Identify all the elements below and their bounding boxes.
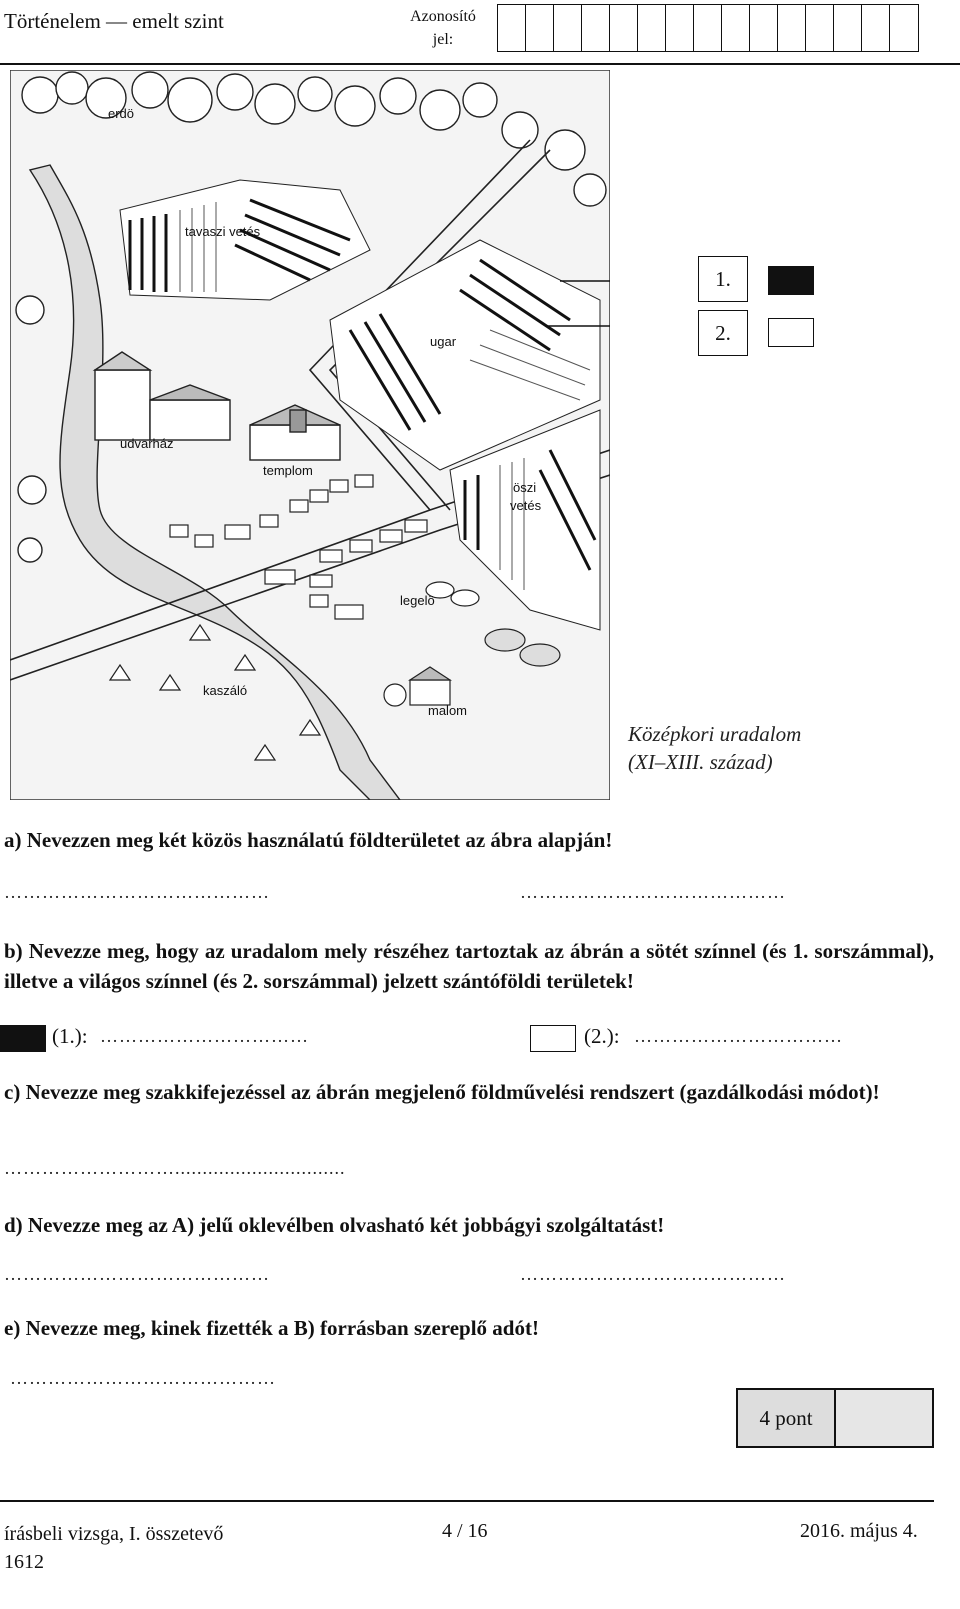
score-label: 4 pont bbox=[738, 1390, 836, 1446]
figure-caption bbox=[628, 720, 801, 776]
id-box[interactable] bbox=[834, 5, 862, 51]
caption-line-2: (XI–XIII. század) bbox=[628, 750, 773, 774]
answer-field-b2[interactable]: …………………………… bbox=[634, 1026, 843, 1046]
label-spring-sowing: tavaszi vetés bbox=[185, 224, 261, 239]
answer-field-d1[interactable]: …………………………………… bbox=[4, 1264, 270, 1284]
question-e: e) Nevezze meg, kinek fizették a B) forrásban szereplő adót! bbox=[4, 1316, 539, 1340]
label-manor-house: udvarház bbox=[120, 436, 174, 451]
question-b: b) Nevezze meg, hogy az uradalom mely részéhez tartoztak az ábrán a sötét színnel (és 1. sorszámmal), illetve a világos színnel (és 2. sorszámmal) jelzett szántóföldi területek! bbox=[4, 939, 934, 993]
id-box[interactable] bbox=[806, 5, 834, 51]
id-box[interactable] bbox=[498, 5, 526, 51]
answer-field-c[interactable]: ………………………............................... bbox=[4, 1158, 346, 1178]
answer-field-b1[interactable]: …………………………… bbox=[100, 1026, 309, 1046]
id-box[interactable] bbox=[582, 5, 610, 51]
id-box[interactable] bbox=[554, 5, 582, 51]
answer-label-1: (1.): bbox=[52, 1024, 88, 1048]
footer-rule bbox=[0, 1500, 934, 1502]
exam-title: Történelem — emelt szint bbox=[4, 9, 224, 33]
label-mill: malom bbox=[428, 703, 468, 718]
label-autumn: öszi bbox=[513, 480, 537, 495]
question-d: d) Nevezze meg az A) jelű oklevélben olvasható két jobbágyi szolgáltatást! bbox=[4, 1213, 665, 1237]
legend-number-1: 1. bbox=[698, 256, 748, 302]
label-pasture: legelö bbox=[400, 593, 435, 608]
label-sowing: vetés bbox=[510, 498, 542, 513]
score-box bbox=[736, 1388, 934, 1448]
id-box[interactable] bbox=[750, 5, 778, 51]
label-hay-meadow: kaszáló bbox=[203, 683, 248, 698]
id-box[interactable] bbox=[666, 5, 694, 51]
header-rule bbox=[0, 63, 960, 65]
label-fallow: ugar bbox=[430, 334, 457, 349]
manor-map-illustration bbox=[10, 70, 610, 800]
id-label: Azonosító jel: bbox=[410, 8, 476, 48]
page-number: 4 / 16 bbox=[442, 1520, 488, 1542]
id-box[interactable] bbox=[890, 5, 918, 51]
footer-exam-code: 1612 bbox=[4, 1551, 44, 1573]
answer-label-2: (2.): bbox=[584, 1024, 620, 1048]
id-box[interactable] bbox=[610, 5, 638, 51]
id-boxes[interactable] bbox=[497, 4, 919, 52]
id-box[interactable] bbox=[778, 5, 806, 51]
answer-field-d2[interactable]: …………………………………… bbox=[520, 1264, 786, 1284]
question-a: a) Nevezzen meg két közös használatú földterületet az ábra alapján! bbox=[4, 828, 613, 852]
exam-date: 2016. május 4. bbox=[800, 1520, 918, 1542]
label-church: templom bbox=[263, 463, 313, 478]
answer-field-a2[interactable]: …………………………………… bbox=[520, 882, 786, 902]
id-box[interactable] bbox=[862, 5, 890, 51]
id-box[interactable] bbox=[526, 5, 554, 51]
id-box[interactable] bbox=[722, 5, 750, 51]
footer-exam-name: írásbeli vizsga, I. összetevő bbox=[4, 1523, 224, 1545]
answer-swatch-light bbox=[530, 1025, 576, 1052]
answer-field-a1[interactable]: …………………………………… bbox=[4, 882, 270, 902]
legend-number-2: 2. bbox=[698, 310, 748, 356]
legend-swatch-light bbox=[768, 318, 814, 347]
id-box[interactable] bbox=[638, 5, 666, 51]
caption-line-1: Középkori uradalom bbox=[628, 722, 802, 746]
answer-swatch-dark bbox=[0, 1025, 46, 1052]
label-forest: erdö bbox=[108, 106, 135, 121]
legend-swatch-dark bbox=[768, 266, 814, 295]
id-box[interactable] bbox=[694, 5, 722, 51]
question-c: c) Nevezze meg szakkifejezéssel az ábrán megjelenő földművelési rendszert (gazdálkodási módot)! bbox=[4, 1080, 880, 1104]
answer-field-e[interactable]: …………………………………… bbox=[10, 1368, 276, 1388]
score-field[interactable] bbox=[836, 1390, 932, 1446]
footer-exam-info bbox=[4, 1520, 223, 1576]
